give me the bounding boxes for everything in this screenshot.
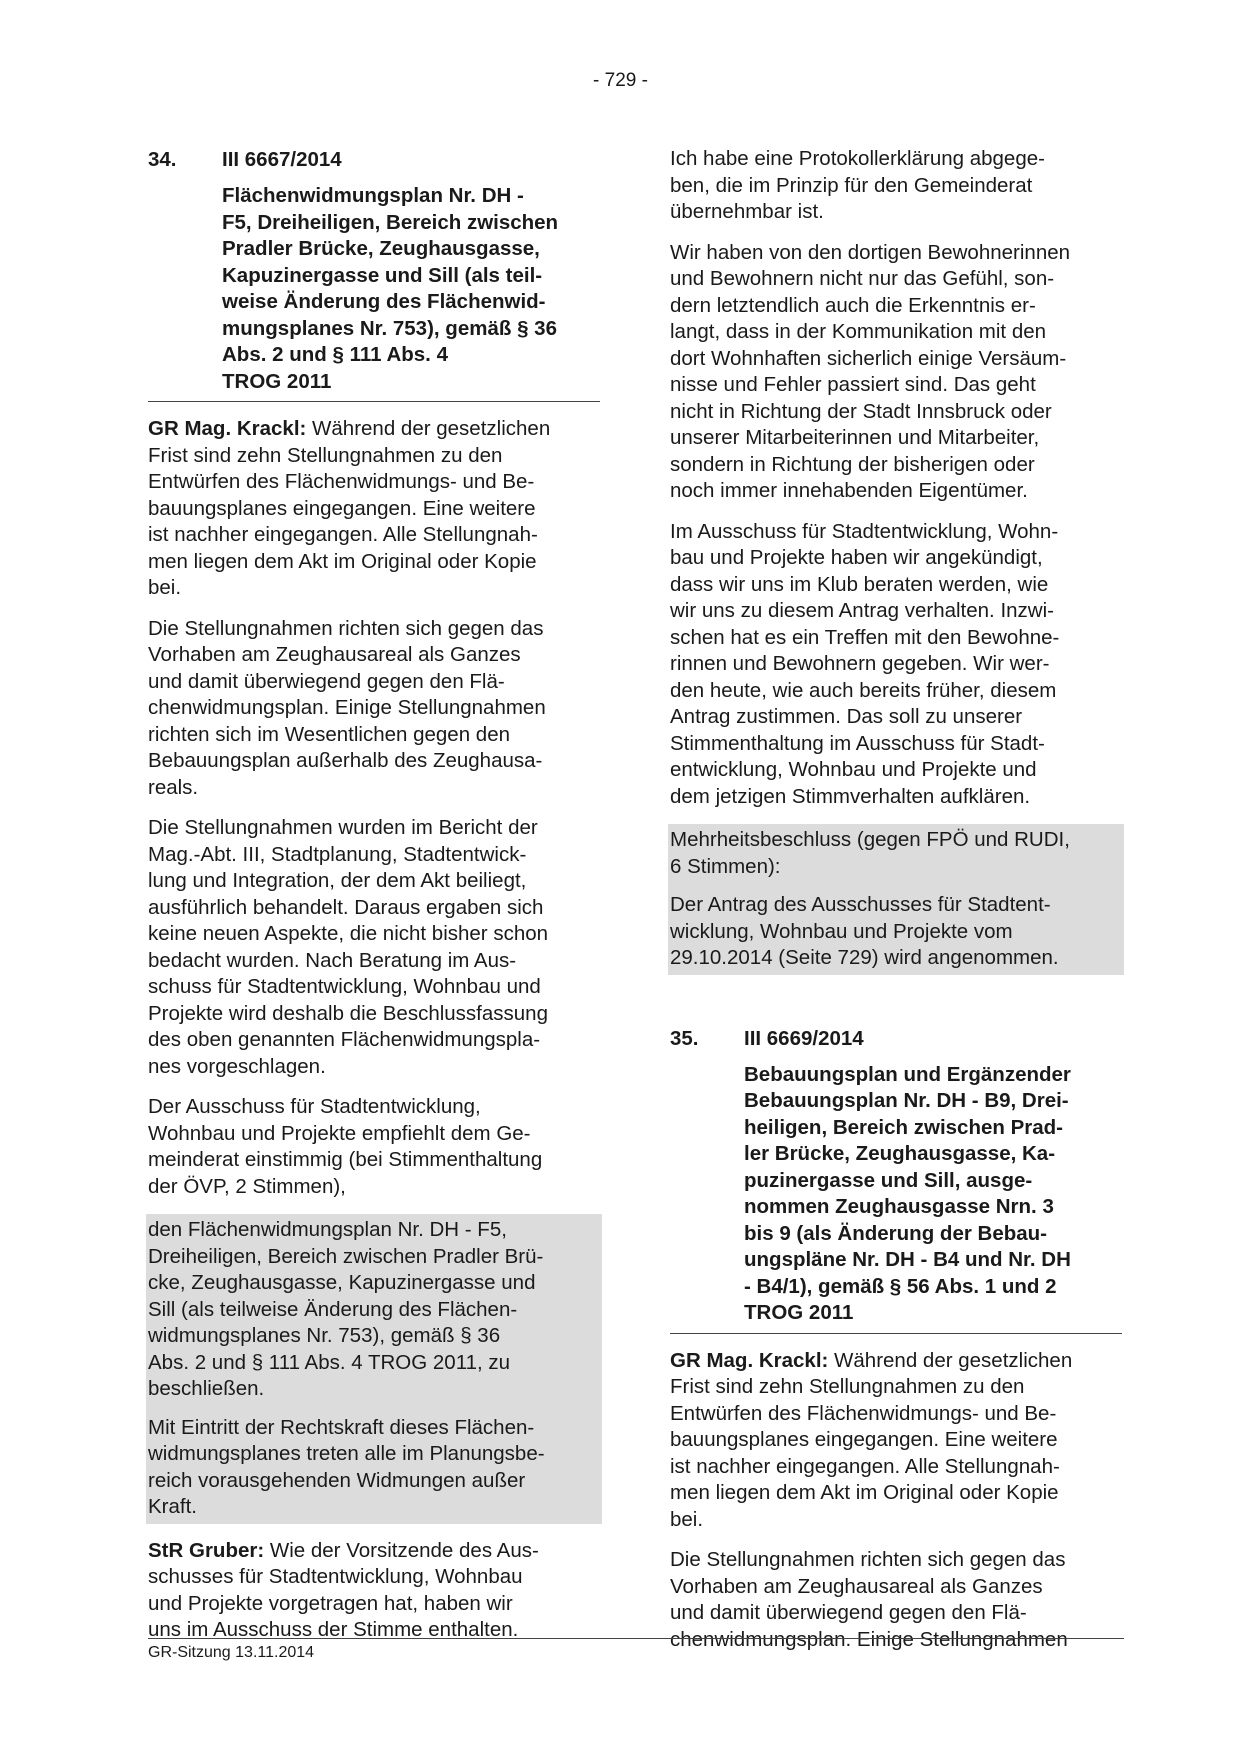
item-number: 35. — [670, 1026, 699, 1050]
item-title: Flächenwidmungsplan Nr. DH - F5, Dreiheiligen, Bereich zwischen Pradler Brücke, Zeughausgasse, Kapuzinergasse und Sill (als teil- weise Änderung des Flächenwid- mungsplanes Nr. 753), gemäß § 36 Abs. 2 und § 111 Abs. 4 TROG 2011 — [222, 184, 559, 393]
resolution-text: den Flächenwidmungsplan Nr. DH - F5, Dreiheiligen, Bereich zwischen Pradler Brü- cke, Zeughausgasse, Kapuzinergasse und Sill (als teilweise Änderung des Flächen- widmungsplanes Nr. 753), gemäß § 36 Abs. 2 und § 111 Abs. 4 TROG 2011, zu beschließen. — [148, 1218, 544, 1400]
page-number: - 729 - — [593, 70, 648, 91]
speech-text: Während der gesetzlichen Frist sind zehn Stellungnahmen zu den Entwürfen des Flächenwidmungs- und Be- bauungsplanes eingegangen. Eine weitere ist nachher eingegangen. Alle Stellungnah- men liegen dem Akt im Original oder Kopie bei. — [148, 417, 551, 599]
item-title: Bebauungsplan und Ergänzender Bebauungsplan Nr. DH - B9, Drei- heiligen, Bereich zwischen Prad- ler Brücke, Zeughausgasse, Ka- puzinergasse und Sill, ausge- nommen Zeughausgasse Nrn. 3 bis 9 (als Änderung der Bebau- ungspläne Nr. DH - B4 und Nr. DH - B4/1), gemäß § 56 Abs. 1 und 2 TROG 2011 — [744, 1062, 1071, 1324]
item-reference: III 6669/2014 — [744, 1026, 864, 1050]
resolution-text: Mit Eintritt der Rechtskraft dieses Flächen- widmungsplanes treten alle im Planungsbe- reich vorausgehenden Widmungen außer Kraft. — [148, 1415, 545, 1518]
paragraph: Die Stellungnahmen richten sich gegen das Vorhaben am Zeughausareal als Ganzes und damit überwiegend gegen den Flä- chenwidmungsplan. Einige Stellungnahmen — [670, 1548, 1068, 1651]
item-number: 34. — [148, 148, 177, 171]
item-reference: III 6667/2014 — [222, 148, 342, 171]
resolution-text: Der Antrag des Ausschusses für Stadtent- wicklung, Wohnbau und Projekte vom 29.10.2014 (Seite 729) wird angenommen. — [670, 893, 1059, 969]
speech-text: Während der gesetzlichen Frist sind zehn Stellungnahmen zu den Entwürfen des Flächenwidmungs- und Be- bauungsplanes eingegangen. Eine weitere ist nachher eingegangen. Alle Stellungnah- men liegen dem Akt im Original oder Kopie bei. — [670, 1348, 1073, 1531]
paragraph: Die Stellungnahmen richten sich gegen das Vorhaben am Zeughausareal als Ganzes und damit überwiegend gegen den Flä- chenwidmungsplan. Einige Stellungnahmen richten sich im Wesentlichen gegen den Bebauungsplan außerhalb des Zeughausa- reals. — [148, 616, 546, 799]
resolution-box — [668, 824, 1124, 975]
speech-paragraph — [670, 1348, 1122, 1534]
speaker-name: StR Gruber: — [148, 1538, 265, 1562]
agenda-item-header — [148, 146, 600, 173]
agenda-item-header — [670, 1025, 1122, 1052]
left-column — [148, 146, 600, 1644]
speech-text: Wie der Vorsitzende des Aus- schusses für Stadtentwicklung, Wohnbau und Projekte vorgetragen hat, haben wir uns im Ausschuss der Stimme enthalten. — [148, 1538, 539, 1641]
paragraph: Wir haben von den dortigen Bewohnerinnen und Bewohnern nicht nur das Gefühl, son- dern letztendlich auch die Erkenntnis er- langt, dass in der Kommunikation mit den dort Wohnhaften sicherlich einige Versäum- nisse und Fehler passiert sind. Das geht nicht in Richtung der Stadt Innsbruck oder unserer Mitarbeiterinnen und Mitarbeiter, sondern in Richtung der bisherigen oder noch immer innehabenden Eigentümer. — [670, 240, 1071, 502]
resolution-text: Mehrheitsbeschluss (gegen FPÖ und RUDI, 6 Stimmen): — [670, 828, 1070, 878]
paragraph: Im Ausschuss für Stadtentwicklung, Wohn- bau und Projekte haben wir angekündigt, dass wir uns im Klub beraten werden, wie wir uns zu diesem Antrag verhalten. Inzwi- schen hat es ein Treffen mit den Bewohne- rinnen und Bewohnern gegeben. Wir wer- den heute, wie auch bereits früher, diesem Antrag zustimmen. Das soll zu unserer Stimmenthaltung im Ausschuss für Stadt- entwicklung, Wohnbau und Projekte und dem jetzigen Stimmverhalten aufklären. — [670, 519, 1060, 808]
right-column — [670, 146, 1122, 1653]
paragraph: Die Stellungnahmen wurden im Bericht der Mag.-Abt. III, Stadtplanung, Stadtentwick- lung und Integration, der dem Akt beiliegt, ausführlich behandelt. Daraus ergaben sich keine neuen Aspekte, die nicht bisher schon bedacht wurden. Nach Beratung im Aus- schuss für Stadtentwicklung, Wohnbau und Projekte wird deshalb die Beschlussfassung des oben genannten Flächenwidmungspla- nes vorgeschlagen. — [148, 816, 549, 1078]
resolution-box — [146, 1214, 602, 1524]
speech-paragraph — [148, 1538, 600, 1644]
divider — [148, 401, 600, 402]
footer-text: GR-Sitzung 13.11.2014 — [148, 1644, 315, 1661]
speech-paragraph — [148, 416, 600, 602]
paragraph: Der Ausschuss für Stadtentwicklung, Wohnbau und Projekte empfiehlt dem Ge- meinderat einstimmig (bei Stimmenthaltung der ÖVP, 2 Stimmen), — [148, 1095, 543, 1198]
footer-divider — [148, 1638, 1124, 1639]
speaker-name: GR Mag. Krackl: — [670, 1348, 829, 1372]
paragraph: Ich habe eine Protokollerklärung abgege- ben, die im Prinzip für den Gemeinderat übernehmbar ist. — [670, 147, 1045, 223]
speaker-name: GR Mag. Krackl: — [148, 417, 307, 440]
divider — [670, 1333, 1122, 1334]
